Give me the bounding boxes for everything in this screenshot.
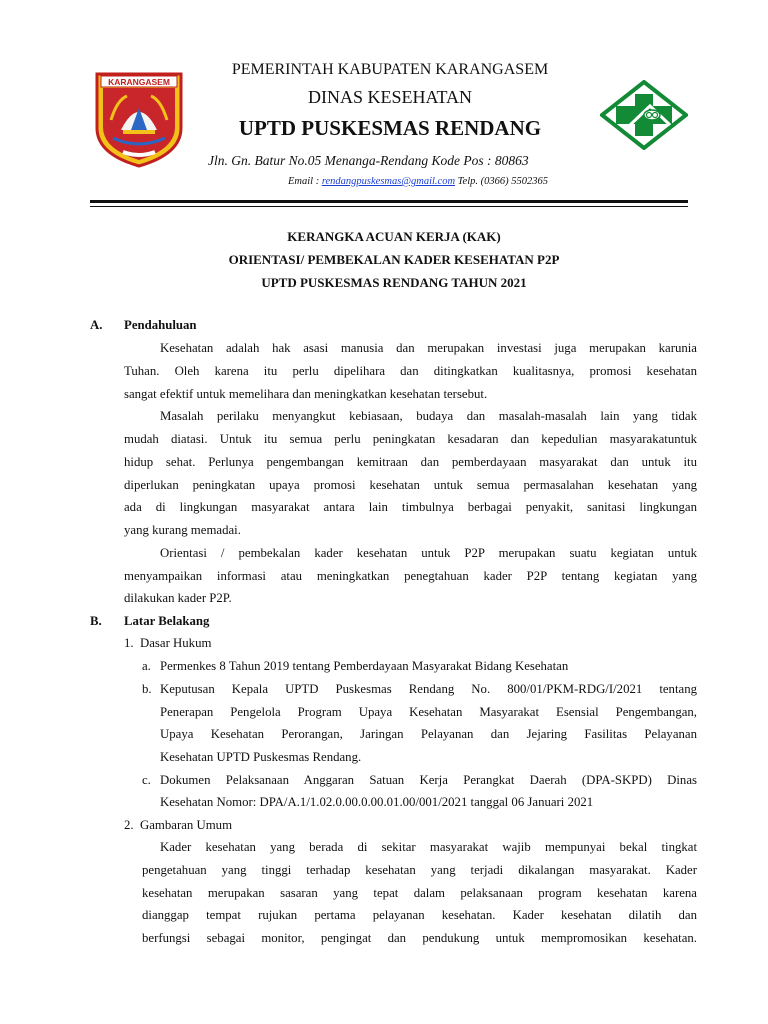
document-subtitle: ORIENTASI/ PEMBEKALAN KADER KESEHATAN P2P <box>228 252 560 267</box>
sublist-b-line: Keputusan Kepala UPTD Puskesmas Rendang No. 800/01/PKM-RDG/I/2021 tentang <box>160 682 697 696</box>
para-a1-line: Tuhan. Oleh karena itu perlu dipelihara dan ditingkatkan kualitasnya, promosi kesehatan <box>124 364 697 378</box>
letterhead-address: Jln. Gn. Batur No.05 Menanga-Rendang Kode Pos : 80863 <box>208 153 529 168</box>
puskesmas-logo <box>600 80 688 150</box>
sublist-label-b: b. <box>142 682 152 696</box>
document-subtitle-2: UPTD PUSKESMAS RENDANG TAHUN 2021 <box>261 275 527 290</box>
para-a3-line: dilakukan kader P2P. <box>124 591 232 605</box>
section-a-letter: A. <box>90 318 103 332</box>
para-a2-line: hidup sehat. Perlunya pengembangan kemitraan dan pemberdayaan masyarakat dan untuk itu <box>124 455 697 469</box>
email-link[interactable]: rendangpuskesmas@gmail.com <box>321 176 456 187</box>
sublist-label-a: a. <box>142 659 151 673</box>
para-a1-line: sangat efektif untuk memelihara dan meningkatkan kesehatan tersebut. <box>124 387 488 401</box>
para-b2-line: pengetahuan yang tinggi terhadap kesehatan yang terjadi dikalangan masyarakat. Kader <box>142 863 697 877</box>
para-a3-line: menyampaikan informasi atau meningkatkan penegtahuan kader P2P tentang kegiatan yang <box>124 569 697 583</box>
email-label: Email : <box>288 176 322 187</box>
document-title: KERANGKA ACUAN KERJA (KAK) <box>287 229 501 244</box>
list-item-gambaran-umum: 2. Gambaran Umum <box>124 818 233 832</box>
section-b-heading: Latar Belakang <box>124 614 210 628</box>
sublist-c-line: Dokumen Pelaksanaan Anggaran Satuan Kerja Perangkat Daerah (DPA-SKPD) Dinas <box>160 773 697 787</box>
sublist-b-line: Penerapan Pengelola Program Upaya Kesehatan Masyarakat Esensial Pengembangan, <box>160 705 697 719</box>
para-b2-line: dianggap tempat rujukan pertama pelayanan kesehatan. Kader kesehatan dilatih dan <box>142 908 697 922</box>
sublist-c-line: Kesehatan Nomor: DPA/A.1/1.02.0.00.0.00.01.00/001/2021 tanggal 06 Januari 2021 <box>160 795 594 809</box>
phone-text: Telp. (0366) 5502365 <box>455 176 548 187</box>
para-a2-line: diperlukan peningkatan upaya promosi kesehatan untuk semua permasalahan kesehatan yang <box>124 478 697 492</box>
karangasem-emblem-logo <box>93 70 185 168</box>
para-a2-line: Masalah perilaku menyangkut kebiasaan, budaya dan masalah-masalah lain yang tidak <box>160 409 697 423</box>
para-b2-line: Kader kesehatan yang berada di sekitar masyarakat wajib mempunyai bekal tingkat <box>160 840 697 854</box>
para-b2-line: kesehatan merupakan sasaran yang tepat dalam pelaksanaan program kesehatan karena <box>142 886 697 900</box>
sublist-b-line: Kesehatan UPTD Puskesmas Rendang. <box>160 750 362 764</box>
sublist-a-line: Permenkes 8 Tahun 2019 tentang Pemberdayaan Masyarakat Bidang Kesehatan <box>160 659 569 673</box>
header-rule-thick <box>90 200 688 203</box>
para-b2-line: berfungsi sebagai monitor, pengingat dan pendukung untuk mempromosikan kesehatan. <box>142 931 697 945</box>
list-item-dasar-hukum: 1. Dasar Hukum <box>124 636 212 650</box>
letterhead-contact <box>288 176 548 187</box>
para-a1-line: Kesehatan adalah hak asasi manusia dan merupakan investasi juga merupakan karunia <box>160 341 697 355</box>
header-rule-thin <box>90 206 688 207</box>
section-b-letter: B. <box>90 614 102 628</box>
letterhead-institution: UPTD PUSKESMAS RENDANG <box>238 116 542 140</box>
letterhead-government: PEMERINTAH KABUPATEN KARANGASEM <box>231 61 549 78</box>
sublist-b-line: Upaya Kesehatan Perorangan, Jaringan Pelayanan dan Jejaring Fasilitas Pelayanan <box>160 727 697 741</box>
svg-text:KARANGASEM: KARANGASEM <box>108 77 170 87</box>
para-a2-line: mudah diatasi. Untuk itu semua perlu peningkatan kesadaran dan kepedulian masyarakatuntuk <box>124 432 697 446</box>
sublist-label-c: c. <box>142 773 151 787</box>
para-a3-line: Orientasi / pembekalan kader kesehatan untuk P2P merupakan suatu kegiatan untuk <box>160 546 697 560</box>
letterhead-department: DINAS KESEHATAN <box>307 87 473 107</box>
para-a2-line: yang kurang memadai. <box>124 523 241 537</box>
section-a-heading: Pendahuluan <box>124 318 197 332</box>
para-a2-line: ada di lingkungan masyarakat antara lain timbulnya berbagai penyakit, sanitasi lingkungan <box>124 500 697 514</box>
